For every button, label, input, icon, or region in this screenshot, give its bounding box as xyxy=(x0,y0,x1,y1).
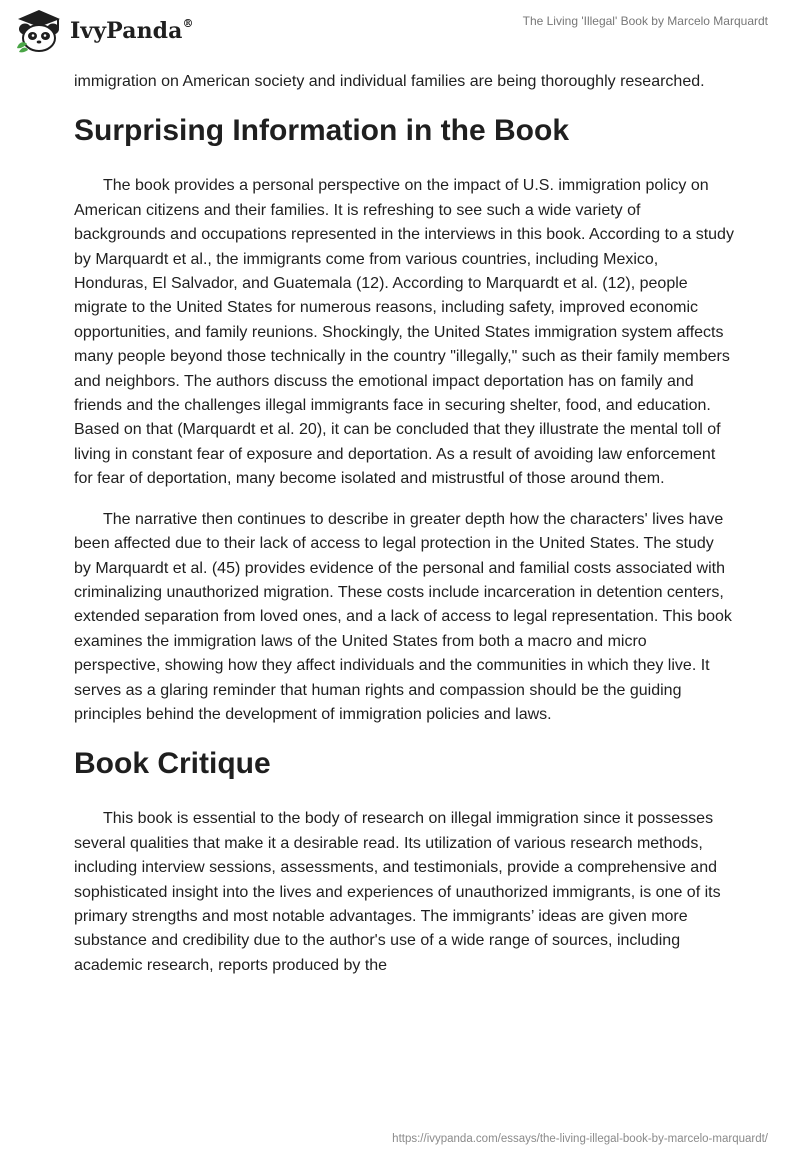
body-paragraph: This book is essential to the body of research on illegal immigration since it possesses several qualities that make it a desirable read. Its utilization of various research methods, including interview sessions, assessments, and testimonials, provide a comprehensive and sophisticated insight into the lives and experiences of unauthorized immigrants, is one of its primary strengths and most notable advantages. The immigrants’ ideas are given more substance and credibility due to the author's use of a wide range of sources, including academic research, reports produced by the xyxy=(74,810,721,974)
source-url[interactable]: https://ivypanda.com/essays/the-living-illegal-book-by-marcelo-marquardt/ xyxy=(392,1133,768,1145)
essay-content xyxy=(74,70,734,994)
ivypanda-logo[interactable] xyxy=(14,8,194,54)
panda-logo-icon xyxy=(14,8,64,54)
section-heading-surprising-information: Surprising Information in the Book xyxy=(74,114,569,148)
document-title: The Living 'Illegal' Book by Marcelo Marquardt xyxy=(522,14,768,28)
intro-paragraph-tail: immigration on American society and individual families are being thoroughly researched. xyxy=(74,73,705,90)
body-paragraph: The narrative then continues to describe in greater depth how the characters' lives have been affected due to their lack of access to legal protection in the United States. The study by Marquardt et al. (45) provides evidence of the personal and familial costs associated with criminalizing unauthorized migration. These costs include incarceration in detention centers, extended separation from loved ones, and a lack of access to legal representation. This book examines the immigration laws of the United States from both a macro and micro perspective, showing how they affect individuals and the communities in which they live. It serves as a glaring reminder that human rights and compassion should be the guiding principles behind the development of immigration policies and laws. xyxy=(74,510,732,723)
body-paragraph: The book provides a personal perspective on the impact of U.S. immigration policy on American citizens and their families. It is refreshing to see such a wide variety of backgrounds and occupations represented in the interviews in this book. According to a study by Marquardt et al., the immigrants come from various countries, including Mexico, Honduras, El Salvador, and Guatemala (12). According to Marquardt et al. (12), people migrate to the United States for numerous reasons, including safety, improved economic opportunities, and family reunions. Shockingly, the United States immigration system affects many people beyond those technically in the country "illegally," such as their family members and neighbors. The authors discuss the emotional impact deportation has on family and friends and the challenges illegal immigrants face in securing shelter, food, and education. Based on that (Marquardt et al. 20), it can be concluded that they illustrate the mental toll of living in constant fear of exposure and deportation. As a result of avoiding law enforcement for fear of deportation, many become isolated and mistrustful of those around them. xyxy=(74,177,734,488)
brand-name: IvyPanda® xyxy=(70,16,194,44)
page-header xyxy=(0,0,800,60)
section-heading-book-critique: Book Critique xyxy=(74,747,271,781)
